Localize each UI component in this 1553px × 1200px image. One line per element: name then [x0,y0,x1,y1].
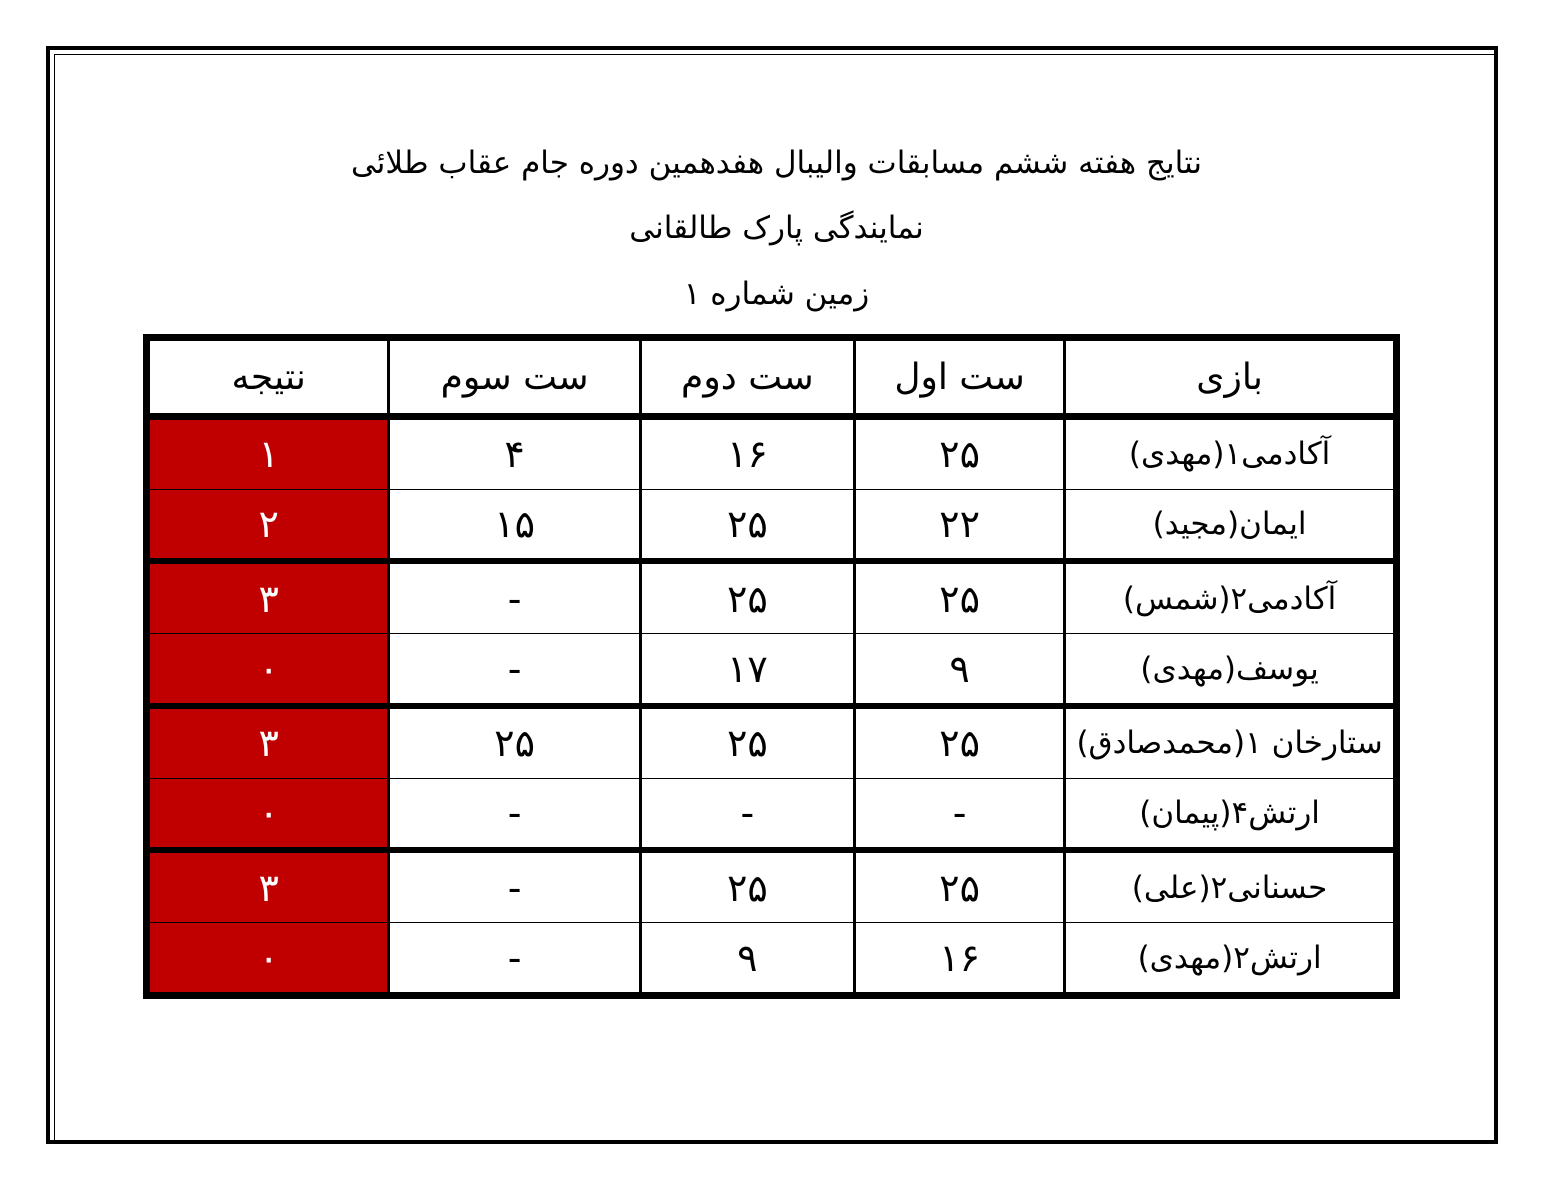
set2-score: ۹ [640,923,854,996]
results-table [143,334,1400,999]
header-set3: ست سوم [389,338,640,417]
document-subtitle: نمایندگی پارک طالقانی [629,210,924,246]
team-name: آکادمی۱(مهدی) [1065,417,1397,490]
set2-score: ۲۵ [640,489,854,561]
table-row [147,417,1397,490]
table-row [147,489,1397,561]
table-row [147,850,1397,922]
set1-score: ۲۵ [854,706,1064,778]
set1-score: ۹ [854,634,1064,706]
team-name: ایمان(مجید) [1065,489,1397,561]
set2-score: ۱۷ [640,634,854,706]
header-set1: ست اول [854,338,1064,417]
set1-score: - [854,778,1064,850]
table-header-row [147,338,1397,417]
table-row [147,561,1397,633]
team-name: ستارخان ۱(محمدصادق) [1065,706,1397,778]
table-row [147,634,1397,706]
header-set2: ست دوم [640,338,854,417]
match-result: ۰ [147,634,389,706]
set2-score: ۲۵ [640,561,854,633]
set2-score: ۱۶ [640,417,854,490]
match-result: ۳ [147,561,389,633]
set3-score: - [389,778,640,850]
set3-score: - [389,561,640,633]
set3-score: - [389,634,640,706]
team-name: ارتش۲(مهدی) [1065,923,1397,996]
header-result: نتیجه [147,338,389,417]
set3-score: ۴ [389,417,640,490]
set3-score: - [389,850,640,922]
set2-score: ۲۵ [640,850,854,922]
match-result: ۰ [147,778,389,850]
table-row [147,778,1397,850]
set3-score: ۲۵ [389,706,640,778]
match-result: ۳ [147,706,389,778]
set1-score: ۲۵ [854,417,1064,490]
match-result: ۳ [147,850,389,922]
header-team: بازی [1065,338,1397,417]
team-name: حسنانی۲(علی) [1065,850,1397,922]
set3-score: - [389,923,640,996]
court-label: زمین شماره ۱ [683,276,870,312]
document-title: نتایج هفته ششم مسابقات والیبال هفدهمین دوره جام عقاب طلائی [350,145,1203,181]
match-result: ۲ [147,489,389,561]
set2-score: ۲۵ [640,706,854,778]
set3-score: ۱۵ [389,489,640,561]
table-row [147,706,1397,778]
match-result: ۰ [147,923,389,996]
match-result: ۱ [147,417,389,490]
set2-score: - [640,778,854,850]
set1-score: ۱۶ [854,923,1064,996]
team-name: آکادمی۲(شمس) [1065,561,1397,633]
set1-score: ۲۵ [854,561,1064,633]
set1-score: ۲۲ [854,489,1064,561]
team-name: یوسف(مهدی) [1065,634,1397,706]
table-row [147,923,1397,996]
set1-score: ۲۵ [854,850,1064,922]
team-name: ارتش۴(پیمان) [1065,778,1397,850]
